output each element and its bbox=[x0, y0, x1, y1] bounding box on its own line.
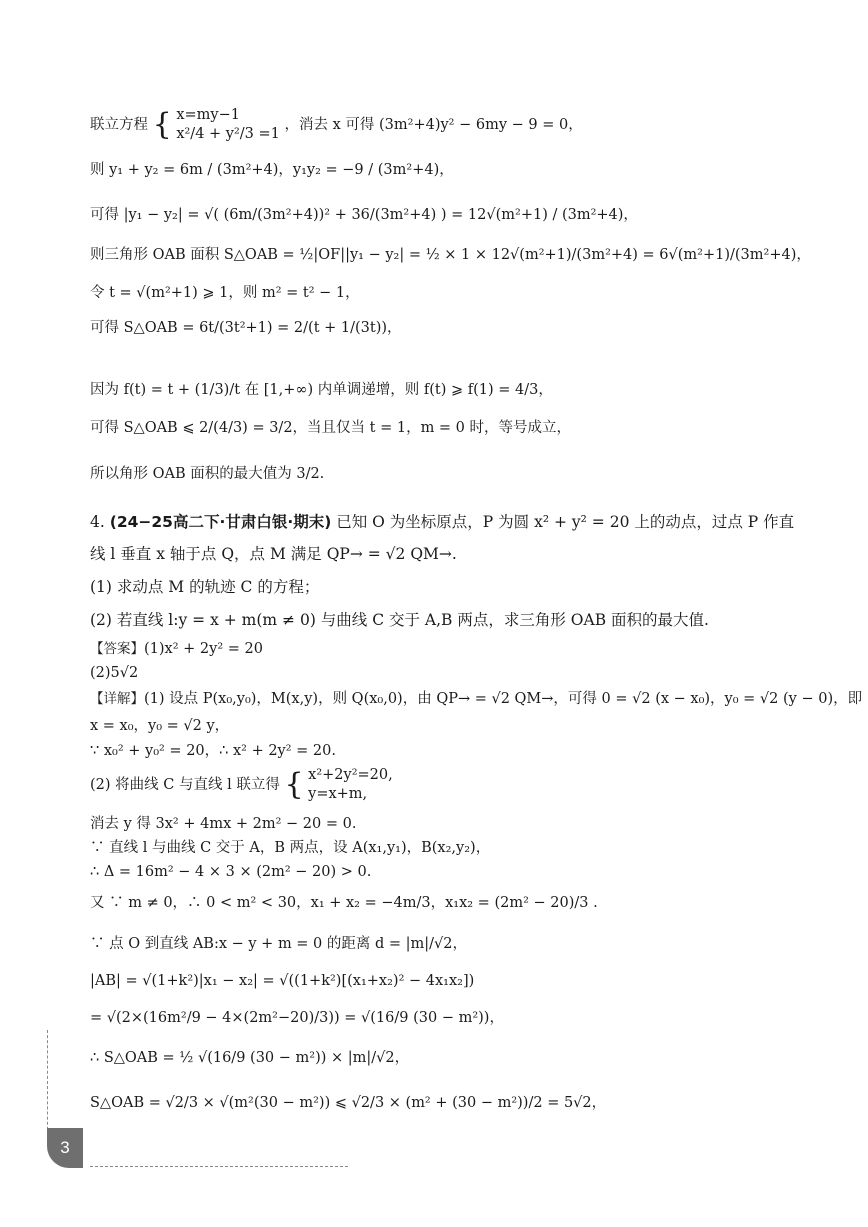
answer-1: (1)x² + 2y² = 20 bbox=[144, 641, 263, 657]
brace-symbol: { bbox=[152, 106, 172, 142]
solution-line-3: 可得 |y₁ − y₂| = √( (6m/(3m²+4))² + 36/(3m²+4) ) = 12√(m²+1) / (3m²+4)， bbox=[90, 207, 638, 223]
system-eq-2: x²/4 + y²/3 =1 bbox=[176, 125, 280, 142]
detail-line-6: ∵ 直线 l 与曲线 C 交于 A，B 两点，设 A(x₁,y₁)，B(x₂,y₂)， bbox=[90, 840, 491, 856]
question-header bbox=[90, 510, 794, 532]
detail-line-7: ∴ Δ = 16m² − 4 × 3 × (2m² − 20) > 0. bbox=[90, 864, 372, 880]
detail-line-12: ∴ S△OAB = ½ √(16/9 (30 − m²)) × |m|/√2， bbox=[90, 1050, 410, 1066]
question-part-1: (1) 求动点 M 的轨迹 C 的方程； bbox=[90, 578, 320, 596]
detail-line-4 bbox=[90, 766, 393, 804]
answer-line-1 bbox=[90, 641, 263, 658]
text-segment: ，消去 x 可得 (3m²+4)y² − 6my − 9 = 0， bbox=[284, 116, 583, 133]
question-source: (24−25高二下·甘肃白银·期末) bbox=[109, 513, 332, 531]
brace-symbol: { bbox=[284, 766, 304, 802]
solution-line-8: 可得 S△OAB ⩽ 2/(4/3) = 3/2，当且仅当 t = 1，m = 0 时，等号成立， bbox=[90, 420, 572, 436]
detail-text: (1) 设点 P(x₀,y₀)，M(x,y)，则 Q(x₀,0)，由 QP→ = √2 QM→，可得 0 = √2 (x − x₀)，y₀ = √2 (y − 0)，即 bbox=[144, 691, 863, 707]
question-part-2: (2) 若直线 l:y = x + m(m ≠ 0) 与曲线 C 交于 A,B 两点，求三角形 OAB 面积的最大值. bbox=[90, 611, 709, 629]
page-margin-dashes bbox=[47, 1030, 48, 1140]
page-number: 3 bbox=[60, 1138, 70, 1157]
solution-line-1 bbox=[90, 106, 583, 144]
answer-label: 【答案】 bbox=[90, 641, 144, 657]
equation-system bbox=[176, 106, 280, 144]
question-stem-1: 已知 O 为坐标原点，P 为圆 x² + y² = 20 上的动点，过点 P 作直 bbox=[336, 513, 795, 531]
question-stem-2: 线 l 垂直 x 轴于点 Q，点 M 满足 QP→ = √2 QM→. bbox=[90, 545, 457, 563]
page-footer-dashes bbox=[90, 1166, 348, 1167]
detail-line-3: ∵ x₀² + y₀² = 20，∴ x² + 2y² = 20. bbox=[90, 743, 336, 759]
solution-line-7: 因为 f(t) = t + (1/3)/t 在 [1,+∞) 内单调递增，则 f(t) ⩾ f(1) = 4/3， bbox=[90, 382, 553, 398]
answer-line-2: (2)5√2 bbox=[90, 665, 139, 681]
system-eq-1: x=my−1 bbox=[176, 107, 240, 123]
page-number-tab bbox=[47, 1128, 83, 1168]
detail-line-11: = √(2×(16m²/9 − 4×(2m²−20)/3)) = √(16/9 (30 − m²))， bbox=[90, 1010, 504, 1026]
detail-line-2: x = x₀，y₀ = √2 y， bbox=[90, 718, 230, 734]
detail-line-1 bbox=[90, 691, 862, 708]
detail-line-5: 消去 y 得 3x² + 4mx + 2m² − 20 = 0. bbox=[90, 816, 357, 832]
text-segment: 联立方程 bbox=[90, 116, 148, 133]
question-number: 4. bbox=[90, 513, 105, 531]
system-eq-2: y=x+m, bbox=[308, 785, 368, 802]
solution-line-4: 则三角形 OAB 面积 S△OAB = ½|OF||y₁ − y₂| = ½ × 1 × 12√(m²+1)/(3m²+4) = 6√(m²+1)/(3m²+4)， bbox=[90, 247, 811, 263]
detail-line-9: ∵ 点 O 到直线 AB:x − y + m = 0 的距离 d = |m|/√2， bbox=[90, 936, 468, 952]
solution-line-2: 则 y₁ + y₂ = 6m / (3m²+4)，y₁y₂ = −9 / (3m²+4)， bbox=[90, 162, 454, 178]
solution-line-9: 所以角形 OAB 面积的最大值为 3/2. bbox=[90, 466, 325, 482]
system-eq-1: x²+2y²=20, bbox=[308, 767, 393, 783]
detail-line-8: 又 ∵ m ≠ 0，∴ 0 < m² < 30，x₁ + x₂ = −4m/3，x₁x₂ = (2m² − 20)/3 . bbox=[90, 895, 598, 911]
solution-line-6: 可得 S△OAB = 6t/(3t²+1) = 2/(t + 1/(3t))， bbox=[90, 320, 402, 336]
detail-label: 【详解】 bbox=[90, 691, 144, 707]
equation-system bbox=[308, 766, 393, 804]
text-segment: (2) 将曲线 C 与直线 l 联立得 bbox=[90, 776, 280, 793]
solution-line-5: 令 t = √(m²+1) ⩾ 1，则 m² = t² − 1， bbox=[90, 285, 360, 301]
detail-line-10: |AB| = √(1+k²)|x₁ − x₂| = √((1+k²)[(x₁+x₂)² − 4x₁x₂]) bbox=[90, 973, 475, 989]
detail-line-13: S△OAB = √2/3 × √(m²(30 − m²)) ⩽ √2/3 × (m² + (30 − m²))/2 = 5√2， bbox=[90, 1095, 607, 1111]
